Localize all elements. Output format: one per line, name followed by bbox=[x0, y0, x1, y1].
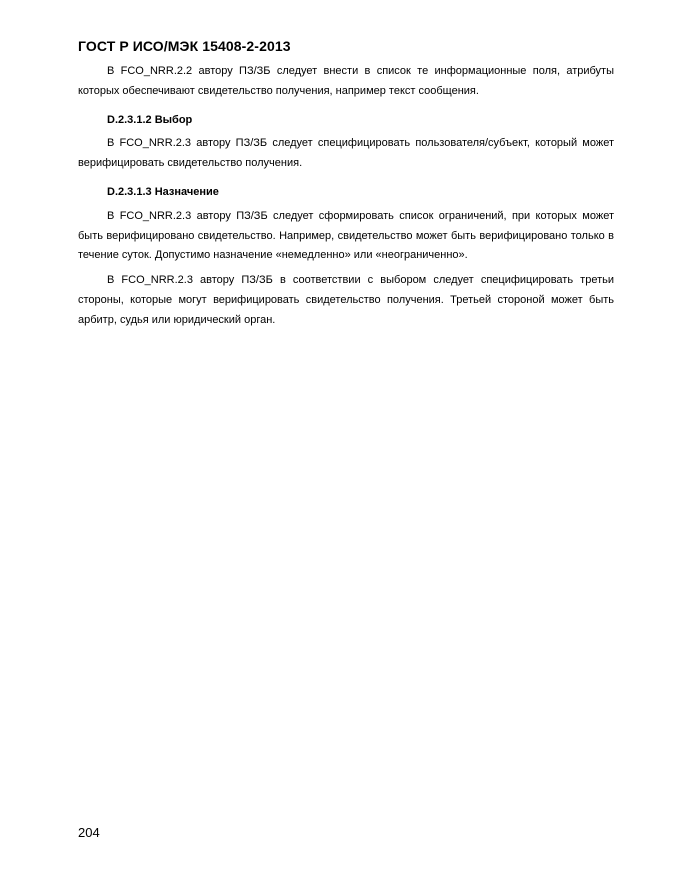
document-body bbox=[78, 62, 614, 331]
page-number: 204 bbox=[78, 825, 100, 840]
document-header: ГОСТ Р ИСО/МЭК 15408-2-2013 bbox=[78, 38, 291, 54]
section-heading-assignment: D.2.3.1.3 Назначение bbox=[107, 185, 219, 198]
paragraph-assignment-third-parties: В FCO_NRR.2.3 автору ПЗ/ЗБ в соответствии с выбором следует специфицировать третьи стороны, которые могут верифицировать свидетельство получения. Третьей стороной может быть арбитр, судья или юридический орган. bbox=[78, 274, 614, 326]
paragraph-selection: В FCO_NRR.2.3 автору ПЗ/ЗБ следует специфицировать пользователя/субъект, который может верифицировать свидетельство получения. bbox=[78, 137, 614, 170]
paragraph-nrr-2-2: В FCO_NRR.2.2 автору ПЗ/ЗБ следует внести в список те информационные поля, атрибуты которых обеспечивают свидетельство получения, например текст сообщения. bbox=[78, 65, 614, 97]
section-heading-selection: D.2.3.1.2 Выбор bbox=[107, 113, 193, 126]
paragraph-assignment-limits: В FCO_NRR.2.3 автору ПЗ/ЗБ следует сформировать список ограничений, при которых может быть верифицировано свидетельство. Например, свидетельство может быть верифицировано только в течение суток. Допустимо назначение «немедленно» или «неограниченно». bbox=[78, 209, 614, 262]
